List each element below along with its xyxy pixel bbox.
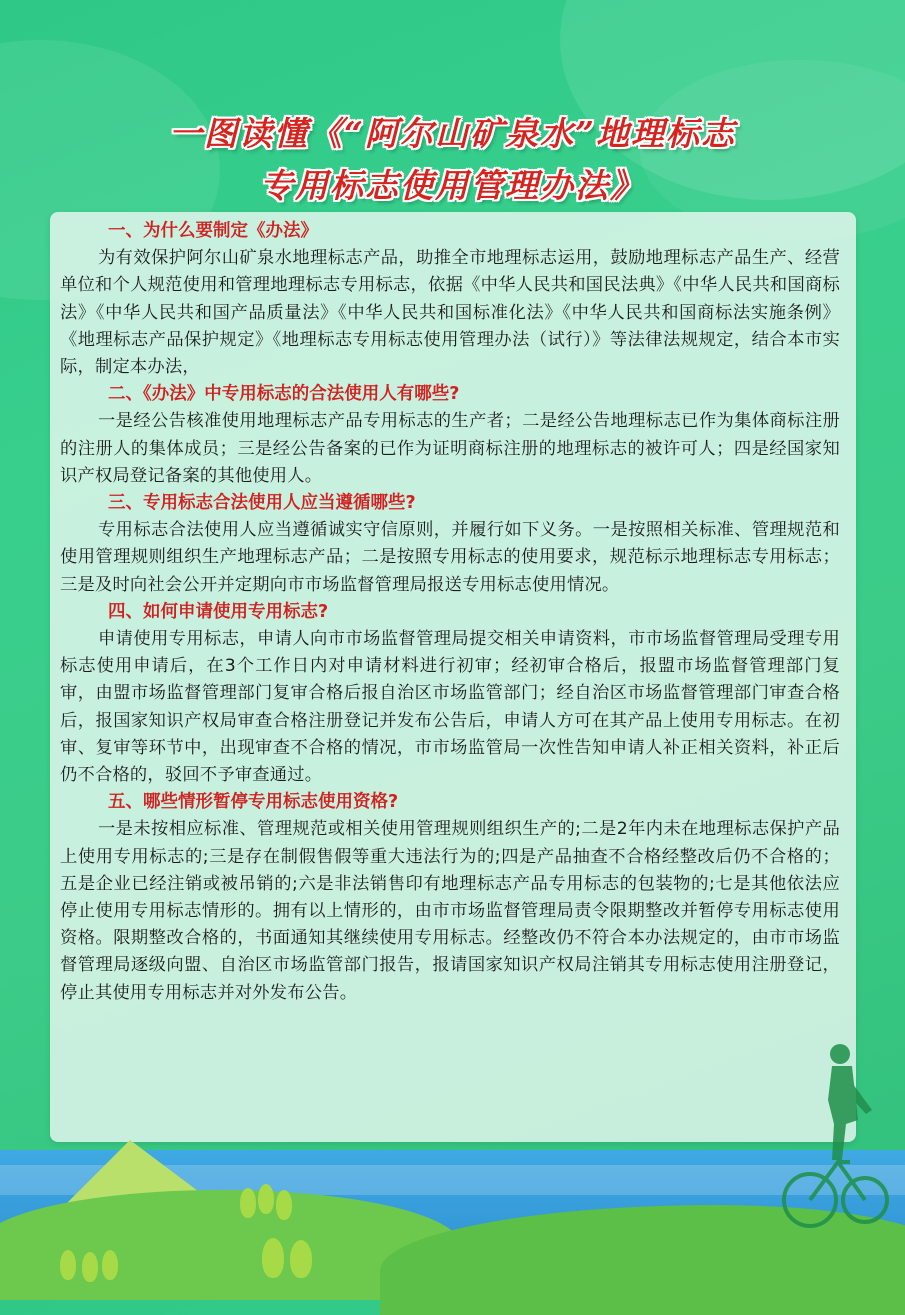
section-heading: 三、专用标志合法使用人应当遵循哪些? <box>108 493 416 514</box>
section-body: 一是经公告核准使用地理标志产品专用标志的生产者；二是经公告地理标志已作为集体商标注册的注册人的集体成员；三是经公告备案的已作为证明商标注册的地理标志的被许可人；四是经国家知识产权局登记备案的其他使用人。 <box>60 411 840 486</box>
cyclist-silhouette-icon <box>780 1040 890 1240</box>
tree-icon <box>240 1188 256 1218</box>
section-heading: 五、哪些情形暂停专用标志使用资格? <box>108 792 399 813</box>
tree-icon <box>258 1184 274 1214</box>
section-body: 一是未按相应标准、管理规范或相关使用管理规则组织生产的;二是2年内未在地理标志保护产品上使用专用标志的;三是存在制假售假等重大违法行为的;四是产品抽查不合格经整改后仍不合格的；五是企业已经注销或被吊销的;六是非法销售印有地理标志产品专用标志的包装物的;七是其他依法应停止使用专用标志情形的。拥有以上情形的，由市市场监督管理局责令限期整改并暂停专用标志使用资格。限期整改合格的，书面通知其继续使用专用标志。经整改仍不符合本办法规定的，由市市场监督管理局逐级向盟、自治区市场监管部门报告，报请国家知识产权局注销其专用标志使用注册登记，停止其使用专用标志并对外发布公告。 <box>60 819 840 1003</box>
poster-title-line-2: 专用标志使用管理办法》 <box>260 166 645 205</box>
section-3 <box>60 490 840 599</box>
section-heading: 四、如何申请使用专用标志? <box>108 601 329 622</box>
tree-icon <box>276 1190 292 1220</box>
section-body: 专用标志合法使用人应当遵循诚实守信原则，并履行如下义务。一是按照相关标准、管理规范和使用管理规则组织生产地理标志产品；二是按照专用标志的使用要求，规范标示地理标志专用标志；三是及时向社会公开并定期向市市场监督管理局报送专用标志使用情况。 <box>60 520 840 595</box>
section-4 <box>60 599 840 789</box>
section-heading: 二、《办法》中专用标志的合法使用人有哪些? <box>108 384 460 405</box>
content-body <box>60 218 840 1007</box>
section-2 <box>60 381 840 490</box>
section-body: 申请使用专用标志，申请人向市市场监督管理局提交相关申请资料，市市场监督管理局受理专用标志使用申请后，在3个工作日内对申请材料进行初审；经初审合格后，报盟市场监督管理部门复审，由盟市场监督管理部门复审合格后报自治区市场监管部门；经自治区市场监督管理部门审查合格后，报国家知识产权局审查合格注册登记并发布公告后，申请人方可在其产品上使用专用标志。在初审、复审等环节中，出现审查不合格的情况，市市场监管局一次性告知申请人补正相关资料，补正后仍不合格的，驳回不予审查通过。 <box>60 629 840 786</box>
tree-icon <box>102 1250 118 1280</box>
poster-title-line-1: 一图读懂《“阿尔山矿泉水”地理标志 <box>169 114 736 153</box>
section-body: 为有效保护阿尔山矿泉水地理标志产品，助推全市地理标志运用，鼓励地理标志产品生产、经营单位和个人规范使用和管理地理标志专用标志，依据《中华人民共和国民法典》《中华人民共和国商标法》《中华人民共和国产品质量法》《中华人民共和国标准化法》《中华人民共和国商标法实施条例》《地理标志产品保护规定》《地理标志专用标志使用管理办法（试行）》等法律法规规定，结合本市实际，制定本办法， <box>60 248 840 378</box>
section-5 <box>60 789 840 1007</box>
tree-icon <box>82 1252 98 1282</box>
section-heading: 一、为什么要制定《办法》 <box>108 221 318 241</box>
tree-icon <box>290 1240 312 1278</box>
tree-icon <box>262 1238 284 1278</box>
tree-icon <box>60 1250 76 1280</box>
section-1 <box>60 218 840 381</box>
